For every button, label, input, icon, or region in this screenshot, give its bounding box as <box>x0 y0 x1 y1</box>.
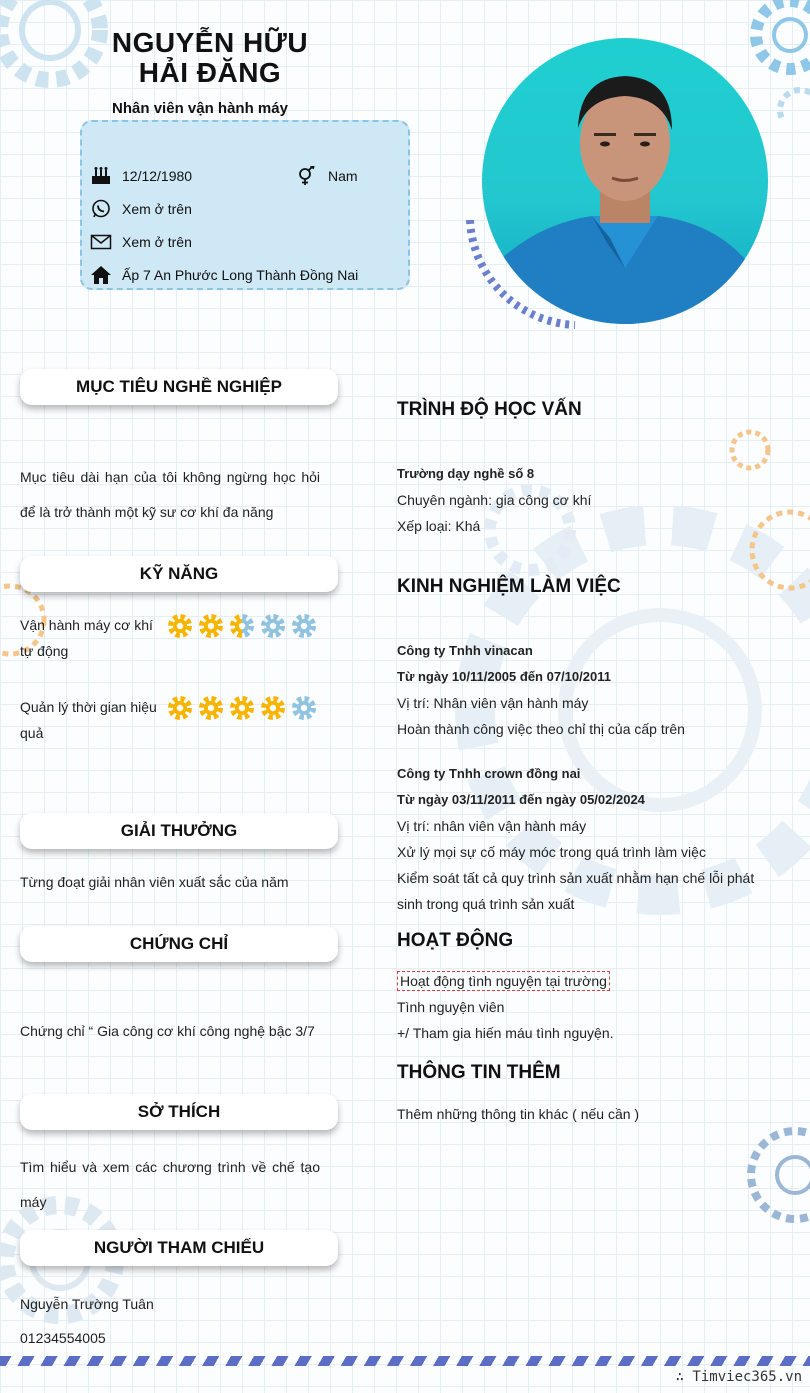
rating-gear-icon <box>290 612 318 640</box>
experience-job-1 <box>397 638 777 742</box>
objective-section-title: MỤC TIÊU NGHỀ NGHIỆP <box>20 369 338 405</box>
skill-2-rating <box>166 694 321 722</box>
name-line-1: NGUYỄN HỮU <box>111 27 309 58</box>
rating-gear-icon <box>166 612 194 640</box>
address-value: Ấp 7 An Phước Long Thành Đồng Nai <box>122 267 359 283</box>
reference-phone: 01234554005 <box>20 1330 106 1346</box>
activity-line-2: Tình nguyện viên <box>397 999 505 1015</box>
bottom-stripe-bar <box>0 1356 810 1366</box>
reference-name: Nguyễn Trường Tuân <box>20 1296 154 1312</box>
skills-section-title: KỸ NĂNG <box>20 556 338 592</box>
awards-section-title: GIẢI THƯỞNG <box>20 813 338 849</box>
email-row <box>90 232 192 252</box>
envelope-icon <box>90 232 112 252</box>
job-1-company: Công ty Tnhh vinacan <box>397 643 533 658</box>
gender-row <box>296 166 358 186</box>
education-major: Chuyên ngành: gia công cơ khí <box>397 492 592 508</box>
watermark: ∴ Timviec365.vn <box>675 1369 802 1385</box>
rating-gear-icon <box>290 694 318 722</box>
personal-info-box <box>80 120 410 290</box>
birthday-cake-icon <box>90 166 112 186</box>
rating-gear-icon <box>259 612 287 640</box>
experience-section-title: KINH NGHIỆM LÀM VIỆC <box>397 576 621 597</box>
experience-job-2 <box>397 761 777 917</box>
activity-line-1-text[interactable]: Hoạt động tình nguyện tại trường <box>397 971 610 991</box>
job-2-period: Từ ngày 03/11/2011 đến ngày 05/02/2024 <box>397 792 645 807</box>
activities-details <box>397 968 777 1046</box>
job-2-company: Công ty Tnhh crown đồng nai <box>397 766 581 781</box>
birthday-row <box>90 166 192 186</box>
name-line-2: HẢI ĐĂNG <box>138 57 282 88</box>
skill-2-label: Quản lý thời gian hiệu quả <box>20 699 157 741</box>
education-details <box>397 461 777 539</box>
hobbies-section-title: SỞ THÍCH <box>20 1094 338 1130</box>
phone-row <box>90 199 192 219</box>
job-1-position: Vị trí: Nhân viên vận hành máy <box>397 695 589 711</box>
rating-gear-icon <box>197 612 225 640</box>
birthday-value: 12/12/1980 <box>122 168 193 184</box>
whatsapp-phone-icon <box>90 199 112 219</box>
education-grade: Xếp loại: Khá <box>397 518 481 534</box>
job-1-period: Từ ngày 10/11/2005 đến 07/10/2011 <box>397 669 611 684</box>
job-2-desc-1: Xử lý mọi sự cố máy móc trong quá trình làm việc <box>397 844 706 860</box>
rating-gear-icon <box>259 694 287 722</box>
rating-gear-icon <box>166 694 194 722</box>
hobbies-text: Tìm hiểu và xem các chương trình về chế tạo máy <box>20 1159 320 1210</box>
email-value: Xem ở trên <box>122 234 192 250</box>
profile-photo <box>482 38 768 324</box>
awards-text: Từng đoạt giải nhân viên xuất sắc của năm <box>20 874 289 890</box>
job-1-desc-1: Hoàn thành công việc theo chỉ thị của cấp trên <box>397 721 685 737</box>
activity-line-1[interactable] <box>397 968 777 994</box>
additional-section-title: THÔNG TIN THÊM <box>397 1062 561 1083</box>
references-section-title: NGƯỜI THAM CHIẾU <box>20 1230 338 1266</box>
rating-gear-icon <box>228 612 256 640</box>
education-school: Trường dạy nghề số 8 <box>397 466 535 481</box>
certificates-section-title: CHỨNG CHỈ <box>20 926 338 962</box>
certificates-text: Chứng chỉ “ Gia công cơ khí công nghệ bậc 3/7 <box>20 1023 315 1039</box>
rating-gear-icon <box>228 694 256 722</box>
home-icon <box>90 265 112 285</box>
skill-1-label: Vận hành máy cơ khí tự động <box>20 617 153 659</box>
gender-icon <box>296 166 318 186</box>
activity-line-3: +/ Tham gia hiến máu tình nguyện. <box>397 1025 614 1041</box>
job-title: Nhân viên vận hành máy <box>112 100 288 117</box>
address-row <box>90 265 358 285</box>
profile-portrait-image <box>482 38 768 324</box>
activities-section-title: HOẠT ĐỘNG <box>397 930 514 951</box>
phone-value: Xem ở trên <box>122 201 192 217</box>
candidate-name <box>60 28 360 88</box>
objective-text: Mục tiêu dài hạn của tôi không ngừng học hỏi để là trở thành một kỹ sư cơ khí đa năng <box>20 469 320 520</box>
additional-text: Thêm những thông tin khác ( nếu cần ) <box>397 1106 640 1122</box>
gear-decoration-bottom-right-icon <box>735 1120 810 1240</box>
gender-value: Nam <box>328 168 358 184</box>
job-2-desc-2: Kiểm soát tất cả quy trình sản xuất nhằm hạn chế lỗi phát sinh trong quá trình sản xuất <box>397 870 755 912</box>
skill-1-rating <box>166 612 321 640</box>
job-2-position: Vị trí: nhân viên vận hành máy <box>397 818 587 834</box>
education-section-title: TRÌNH ĐỘ HỌC VẤN <box>397 399 582 420</box>
rating-gear-icon <box>197 694 225 722</box>
